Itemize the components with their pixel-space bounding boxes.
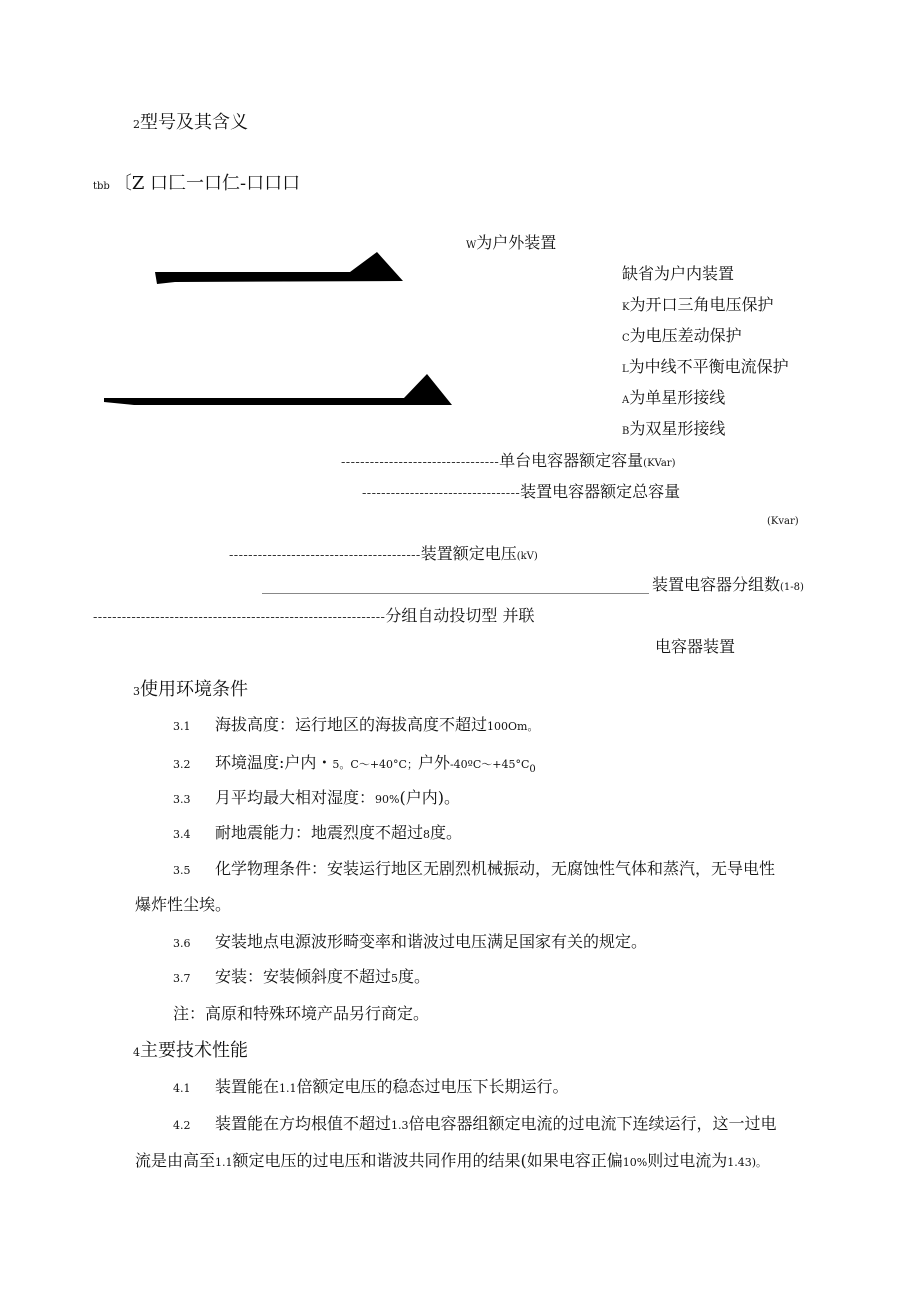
legend-w-letter: W bbox=[466, 240, 477, 251]
legend-single-cap bbox=[341, 453, 676, 469]
item-text: 安装：安装倾斜度不超过 bbox=[215, 967, 392, 986]
item-small-3: 10% bbox=[622, 1156, 648, 1169]
env-note: 注：高原和特殊环境产品另行商定。 bbox=[173, 1004, 430, 1023]
section-3-heading bbox=[133, 681, 248, 699]
legend-groups-unit: (1-8) bbox=[780, 582, 804, 593]
item-small: 5 bbox=[391, 972, 399, 985]
legend-single-cap-unit: (KVar) bbox=[643, 458, 676, 469]
leader-dashes: --------------------------------- bbox=[341, 455, 500, 470]
item-number: 3.7 bbox=[173, 972, 191, 985]
item-text: 月平均最大相对湿度： bbox=[215, 788, 376, 807]
lower-bracket-shape bbox=[104, 372, 456, 412]
perf-item-4-2-cont bbox=[135, 1153, 767, 1169]
item-number: 3.6 bbox=[173, 937, 191, 950]
item-text-2: 倍电容器组额定电流的过电流下连续运行，这一过电 bbox=[408, 1114, 777, 1133]
env-item-3-5 bbox=[173, 861, 775, 877]
item-small: 5。C～+40°C； bbox=[332, 758, 418, 771]
legend-l-text: 为中线不平衡电流保护 bbox=[628, 357, 789, 376]
item-text-2: (户内)。 bbox=[399, 788, 460, 807]
legend-auto-switch-text: 分组自动投切型 并联 bbox=[385, 606, 535, 625]
item-text: 装置能在方均根值不超过 bbox=[215, 1114, 392, 1133]
item-text: 化学物理条件：安装运行地区无剧烈机械振动，无腐蚀性气体和蒸汽，无导电性 bbox=[215, 859, 776, 878]
env-item-3-2 bbox=[173, 755, 536, 775]
model-code: 〔Z 口匚一口仁-口口口 bbox=[113, 173, 301, 194]
env-item-3-6 bbox=[173, 934, 647, 950]
section-2-heading bbox=[133, 114, 248, 132]
item-number: 3.1 bbox=[173, 720, 191, 733]
item-text: 海拔高度：运行地区的海拔高度不超过 bbox=[215, 715, 488, 734]
legend-auto-switch bbox=[93, 608, 534, 624]
legend-default: 缺省为户内装置 bbox=[622, 264, 735, 283]
section-4-number: 4 bbox=[133, 1046, 140, 1059]
item-text-5: 则过电流为 bbox=[647, 1151, 728, 1170]
legend-b-letter: B bbox=[622, 426, 630, 437]
legend-k-text: 为开口三角电压保护 bbox=[629, 295, 774, 314]
legend-w bbox=[466, 235, 556, 251]
item-text-2: 倍额定电压的稳态过电压下长期运行。 bbox=[296, 1077, 569, 1096]
item-text: 耐地震能力：地震烈度不超过 bbox=[215, 823, 424, 842]
legend-w-text: 为户外装置 bbox=[476, 233, 557, 252]
legend-auto-switch-text2: 电容器装置 bbox=[655, 637, 736, 656]
legend-single-cap-text: 单台电容器额定容量 bbox=[499, 451, 644, 470]
item-small: 1.3 bbox=[391, 1119, 409, 1132]
env-item-3-3 bbox=[173, 790, 460, 806]
upper-bracket-shape bbox=[155, 250, 405, 290]
item-text-3: 流是由高至 bbox=[135, 1151, 216, 1170]
item-number: 3.5 bbox=[173, 864, 191, 877]
model-prefix: tbb bbox=[93, 181, 110, 192]
item-text: 安装地点电源波形畸变率和谐波过电压满足国家有关的规定。 bbox=[215, 932, 648, 951]
item-text-2: 户外 bbox=[417, 753, 450, 772]
legend-a-letter: A bbox=[622, 395, 630, 406]
legend-c-text: 为电压差动保护 bbox=[629, 326, 742, 345]
model-code-line bbox=[93, 175, 300, 193]
legend-c-letter: C bbox=[622, 333, 630, 344]
item-small-4: 1.43)。 bbox=[727, 1156, 768, 1169]
section-2-title: 型号及其含义 bbox=[140, 112, 248, 133]
section-4-title: 主要技术性能 bbox=[140, 1040, 248, 1061]
item-text-4: 额定电压的过电压和谐波共同作用的结果(如果电容正偏 bbox=[232, 1151, 623, 1170]
legend-total-cap bbox=[362, 484, 680, 500]
item-text: 环境温度:户内・ bbox=[215, 753, 333, 772]
perf-item-4-1 bbox=[173, 1079, 569, 1095]
legend-k bbox=[622, 297, 774, 313]
legend-total-cap-unit: (Kvar) bbox=[767, 516, 799, 527]
item-text: 装置能在 bbox=[215, 1077, 280, 1096]
item-number: 3.4 bbox=[173, 828, 191, 841]
legend-b bbox=[622, 421, 725, 437]
env-item-3-1 bbox=[173, 717, 538, 733]
legend-groups bbox=[652, 577, 804, 593]
legend-rated-voltage-text: 装置额定电压 bbox=[420, 544, 517, 563]
legend-l-letter: L bbox=[622, 364, 629, 375]
legend-rated-voltage bbox=[229, 546, 538, 562]
legend-a bbox=[622, 390, 725, 406]
item-number: 4.2 bbox=[173, 1119, 191, 1132]
legend-l bbox=[622, 359, 789, 375]
item-small: 1.1 bbox=[279, 1082, 297, 1095]
section-3-title: 使用环境条件 bbox=[140, 679, 248, 700]
leader-underline bbox=[262, 593, 649, 594]
item-small: 8 bbox=[423, 828, 431, 841]
leader-dashes: ---------------------------------------- bbox=[229, 548, 421, 563]
item-text-2: 度。 bbox=[430, 823, 463, 842]
legend-groups-text: 装置电容器分组数 bbox=[652, 575, 781, 594]
env-item-3-4 bbox=[173, 825, 462, 841]
legend-a-text: 为单星形接线 bbox=[629, 388, 726, 407]
item-number: 3.2 bbox=[173, 758, 191, 771]
section-4-heading bbox=[133, 1042, 248, 1060]
section-2-number: 2 bbox=[133, 118, 140, 131]
leader-dashes: --------------------------------- bbox=[362, 486, 521, 501]
legend-k-letter: K bbox=[622, 302, 630, 313]
env-item-3-7 bbox=[173, 969, 430, 985]
item-small: 90% bbox=[375, 793, 400, 806]
item-small-2: 1.1 bbox=[215, 1156, 233, 1169]
legend-rated-voltage-unit: (kV) bbox=[516, 551, 538, 562]
section-3-number: 3 bbox=[133, 685, 140, 698]
leader-dashes: ------------------------------------------------------------- bbox=[93, 610, 386, 625]
legend-b-text: 为双星形接线 bbox=[629, 419, 726, 438]
item-text-2: 度。 bbox=[398, 967, 431, 986]
item-sub: 0 bbox=[529, 764, 536, 776]
item-small-2: -40ºC～+45°C bbox=[449, 758, 530, 771]
item-small: 100Om。 bbox=[487, 720, 539, 733]
env-item-3-5-cont: 爆炸性尘埃。 bbox=[135, 895, 232, 914]
item-number: 3.3 bbox=[173, 793, 191, 806]
perf-item-4-2 bbox=[173, 1116, 777, 1132]
item-number: 4.1 bbox=[173, 1082, 191, 1095]
legend-c bbox=[622, 328, 742, 344]
legend-total-cap-text: 装置电容器额定总容量 bbox=[520, 482, 681, 501]
